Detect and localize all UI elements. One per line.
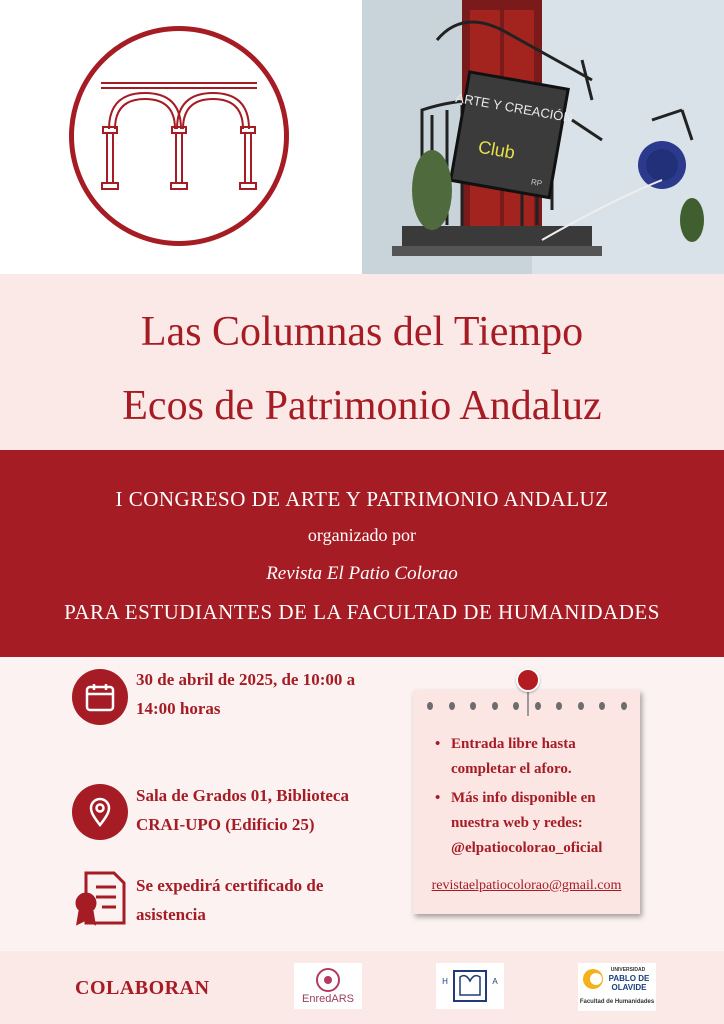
title-section [0, 274, 724, 450]
note-item-info: • Más info disponible en nuestra web y redes: @elpatiocolorao_oficial [435, 786, 635, 861]
sign-sub: Club [476, 136, 517, 163]
top-section [0, 0, 724, 274]
sponsor-enredars-name: EnredARS [302, 993, 354, 1005]
sponsor-logo-history-art [436, 963, 504, 1009]
pushpin-icon [516, 668, 540, 692]
pin-needle [527, 690, 529, 716]
note-list [435, 732, 635, 861]
location-pin-icon [72, 784, 128, 840]
sponsor-a-letter: A [492, 977, 498, 986]
sign-initials: RP [530, 177, 543, 189]
footer [0, 951, 724, 1024]
sign-text: ARTE Y CREACIÓN [454, 90, 574, 126]
date-item [72, 669, 392, 729]
title-line-2: Ecos de Patrimonio Andaluz [122, 383, 602, 429]
banner-congress-name: I CONGRESO DE ARTE Y PATRIMONIO ANDALUZ [115, 487, 609, 511]
event-banner [0, 450, 724, 657]
sponsor-logo-enredars [294, 963, 362, 1009]
sponsor-logo-upo [578, 963, 656, 1011]
balcony-photo [362, 0, 724, 274]
date-line-1: 30 de abril de 2025, de 10:00 a [136, 670, 356, 689]
calendar-icon [72, 669, 128, 725]
sponsor-upo-line-2: PABLO DE OLAVIDE [608, 974, 650, 992]
email-link[interactable]: revistaelpatiocolorao@gmail.com [431, 878, 622, 893]
banner-organized-by: organizado por [307, 525, 417, 545]
note-item-entry: • Entrada libre hasta completar el aforo. [435, 732, 635, 782]
date-line-2: 14:00 horas [136, 699, 221, 718]
location-line-2: CRAI-UPO (Edificio 25) [136, 815, 315, 834]
arcade-columns-icon [99, 71, 259, 191]
banner-audience: PARA ESTUDIANTES DE LA FACULTAD DE HUMANIDADES [64, 600, 660, 624]
location-line-1: Sala de Grados 01, Biblioteca [136, 786, 349, 805]
certificate-line-1: Se expedirá certificado de [136, 876, 324, 895]
sponsor-upo-line-1: UNIVERSIDAD [610, 967, 646, 973]
title-line-1: Las Columnas del Tiempo [140, 309, 584, 355]
certificate-icon [72, 869, 130, 932]
certificate-line-2: asistencia [136, 905, 206, 924]
location-item [72, 784, 392, 844]
banner-organizer: Revista El Patio Colorao [266, 563, 458, 584]
columns-logo [69, 26, 289, 246]
collaborators-label: COLABORAN [75, 977, 210, 999]
certificate-item [72, 869, 392, 929]
sponsor-h-letter: H [442, 977, 448, 986]
info-section [0, 657, 724, 951]
info-note-card [413, 690, 640, 914]
sponsor-upo-line-3: Facultad de Humanidades [579, 999, 655, 1005]
